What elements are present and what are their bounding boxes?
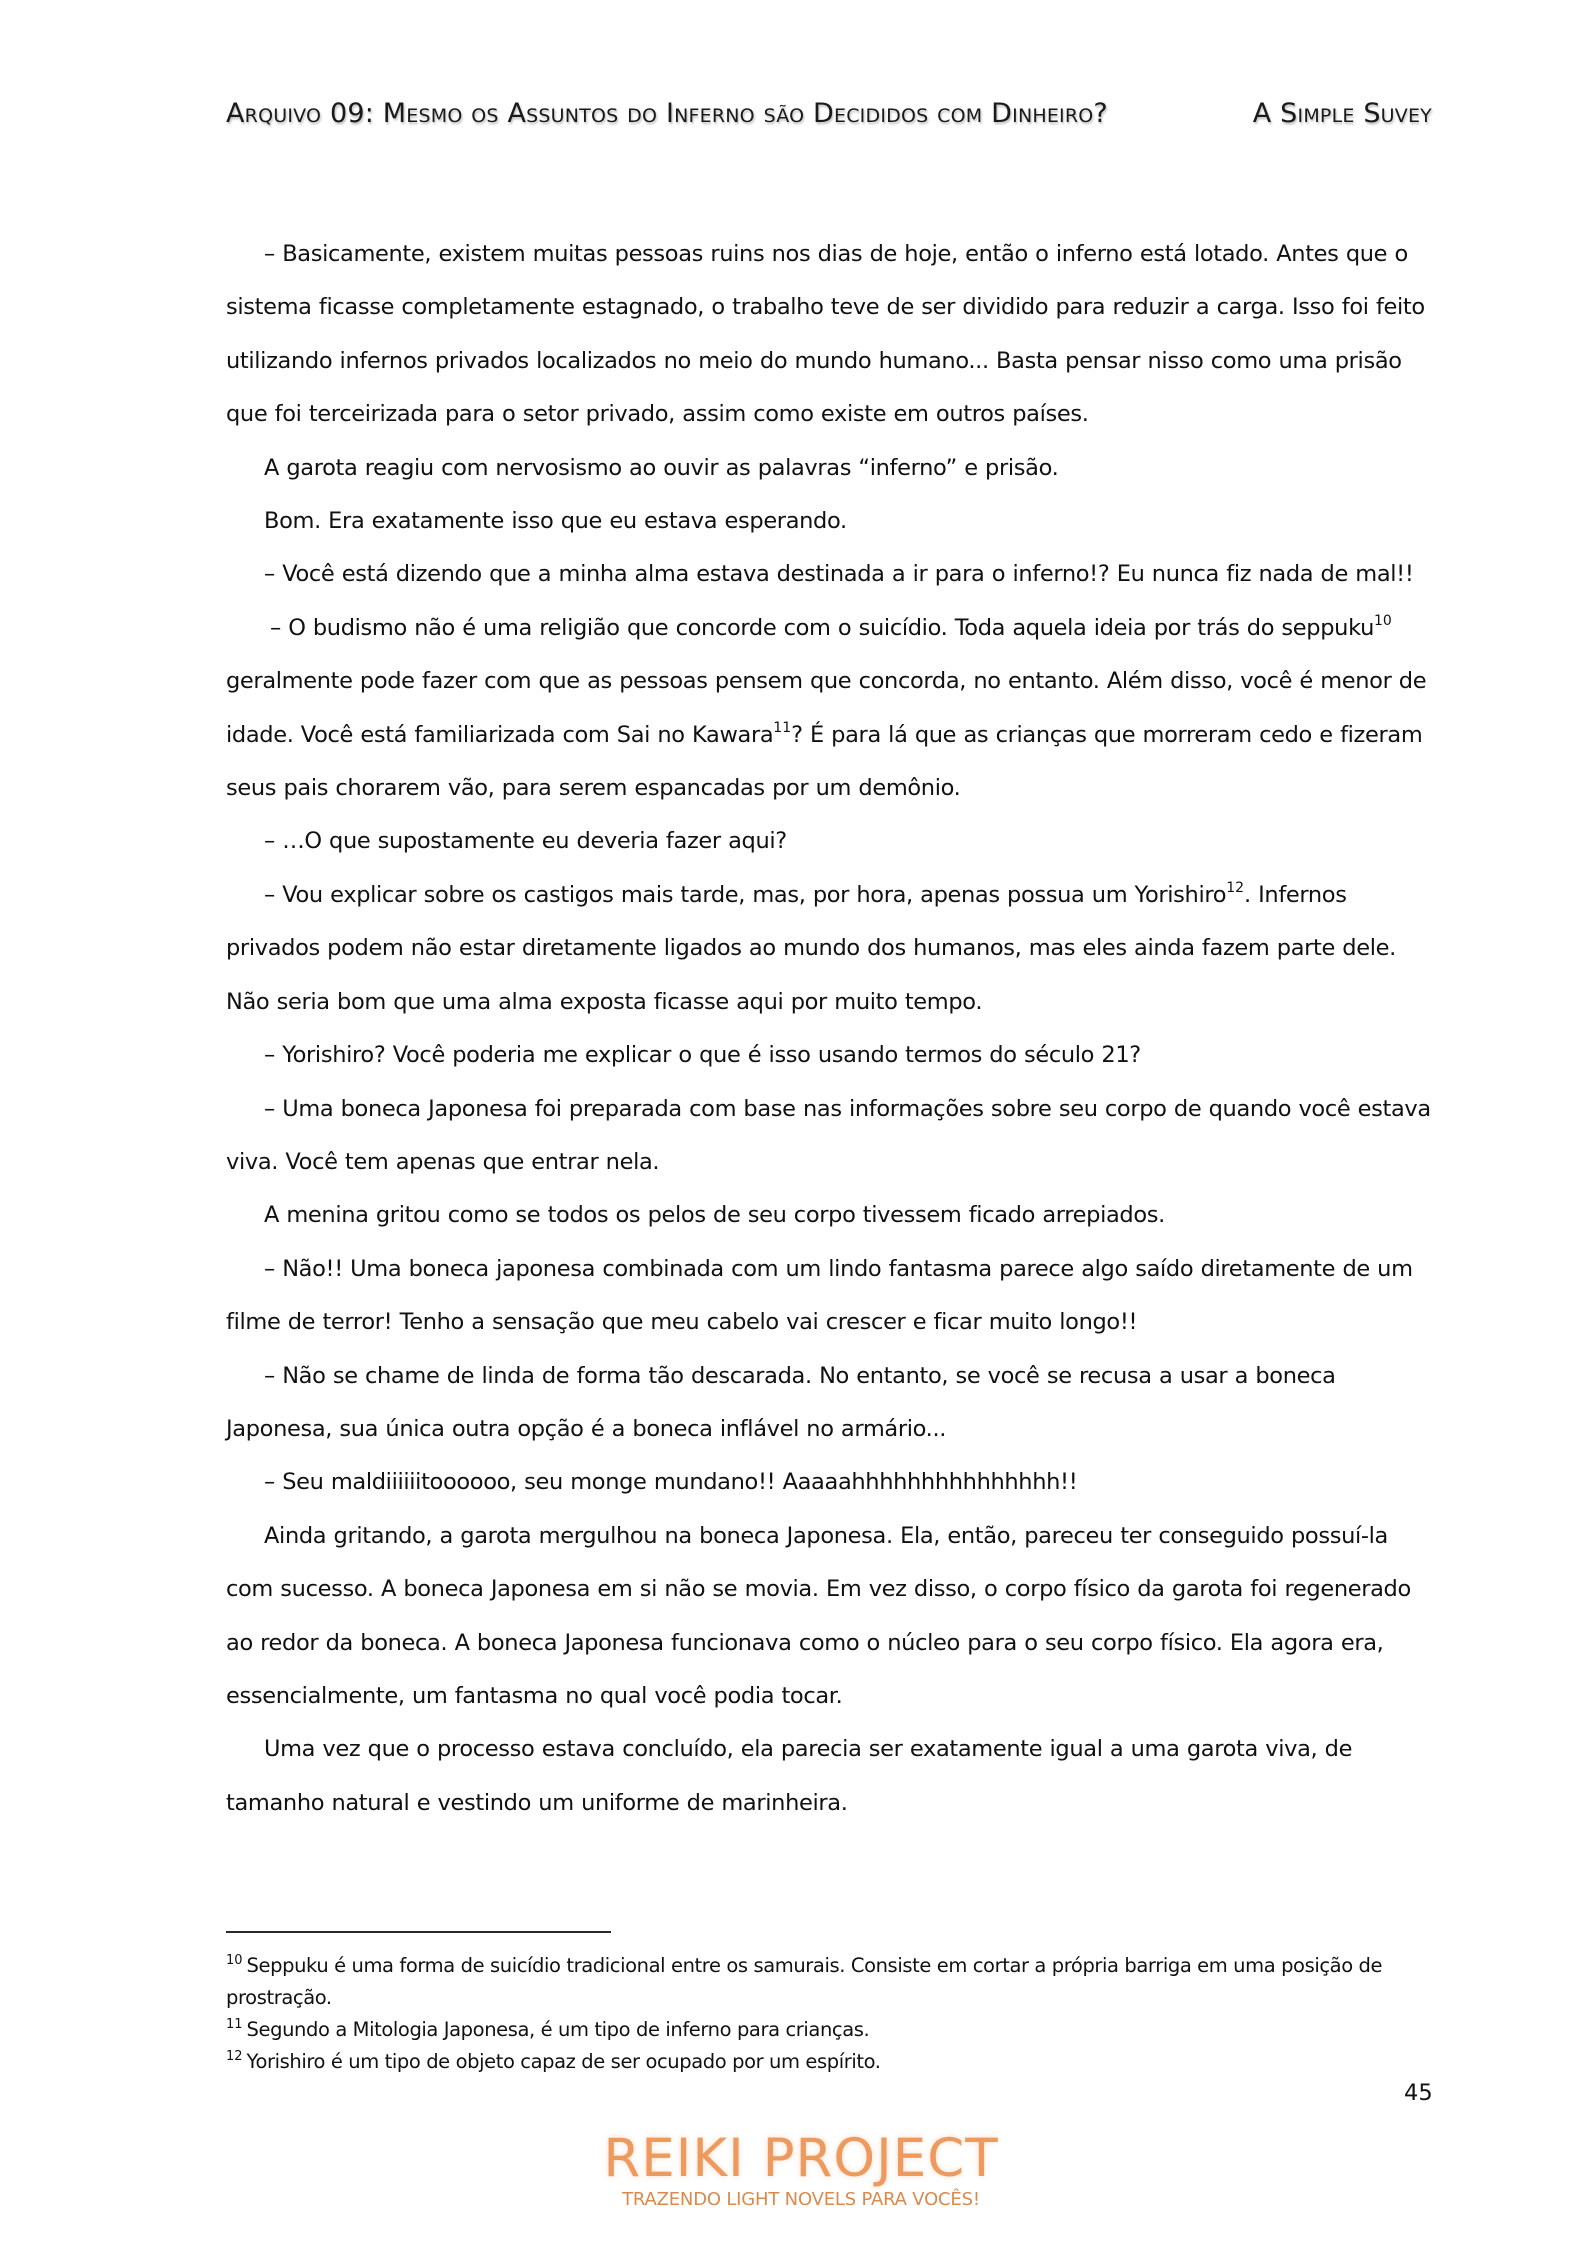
running-header — [226, 98, 1432, 129]
footnote-number: 10 — [226, 1953, 243, 1968]
footnote — [226, 1950, 1441, 2014]
paragraph: A menina gritou como se todos os pelos de seu corpo tivessem ficado arrepiados. — [264, 1202, 1165, 1229]
series-title: A Simple Suvey — [1252, 98, 1432, 129]
footnote-separator — [226, 1931, 611, 1933]
footnote-ref[interactable]: 12 — [1226, 879, 1245, 896]
paragraph: – …O que supostamente eu deveria fazer aqui? — [264, 828, 787, 855]
paragraph: Ainda gritando, a garota mergulhou na boneca Japonesa. Ela, então, pareceu ter conseguido possuí-la com sucesso. A boneca Japonesa em si não se movia. Em vez disso, o corpo físico da garota foi regenerado ao redor da boneca. A boneca Japonesa funcionava como o núcleo para o seu corpo físico. Ela agora era, essencialmente, um fantasma no qual você podia tocar. — [226, 1522, 1411, 1709]
footnote-number: 12 — [226, 2049, 243, 2064]
paragraph: A garota reagiu com nervosismo ao ouvir as palavras “inferno” e prisão. — [264, 454, 1059, 481]
body-text — [226, 228, 1436, 1830]
paragraph: – Seu maldiiiiiitoooooo, seu monge mundano!! Aaaaahhhhhhhhhhhhhhh!! — [264, 1469, 1078, 1496]
footnote — [226, 2046, 1441, 2078]
footnote-ref[interactable]: 10 — [1373, 612, 1392, 629]
footnote — [226, 2014, 1441, 2046]
paragraph: – Não se chame de linda de forma tão descarada. No entanto, se você se recusa a usar a boneca Japonesa, sua única outra opção é a boneca inflável no armário... — [226, 1362, 1336, 1442]
paragraph: – Yorishiro? Você poderia me explicar o que é isso usando termos do século 21? — [264, 1042, 1141, 1069]
paragraph: – Uma boneca Japonesa foi preparada com base nas informações sobre seu corpo de quando você estava viva. Você tem apenas que entrar nela. — [226, 1095, 1431, 1175]
paragraph: – O budismo não é uma religião que concorde com o suicídio. Toda aquela ideia por trás do seppuku$^{10}$ geralmente pode fazer com que as pessoas pensem que concorda, no entanto. Além disso, você é menor de idade. Você está familiarizada com Sai no Kawara$^{11}$? É para lá que as crianças que morreram cedo e fizeram seus pais chorarem vão, para serem espancadas por um demônio. — [226, 612, 1427, 802]
paragraph: Bom. Era exatamente isso que eu estava esperando. — [264, 508, 847, 535]
reiki-project-logo — [586, 2130, 1016, 2212]
page-number: 45 — [1404, 2080, 1433, 2106]
paragraph: – Você está dizendo que a minha alma estava destinada a ir para o inferno!? Eu nunca fiz nada de mal!! — [264, 561, 1414, 588]
logo-title: REIKI PROJECT — [603, 2128, 999, 2189]
paragraph: Uma vez que o processo estava concluído, ela parecia ser exatamente igual a uma garota viva, de tamanho natural e vestindo um uniforme de marinheira. — [226, 1736, 1353, 1816]
footnotes — [226, 1950, 1441, 2078]
footnote-text: Yorishiro é um tipo de objeto capaz de ser ocupado por um espírito. — [246, 2050, 881, 2073]
chapter-title: Arquivo 09: Mesmo os Assuntos do Inferno são Decididos com Dinheiro? — [226, 98, 1108, 129]
footnote-text: Segundo a Mitologia Japonesa, é um tipo de inferno para crianças. — [246, 2018, 870, 2041]
footnote-number: 11 — [226, 2017, 243, 2032]
footnote-ref[interactable]: 11 — [773, 719, 792, 736]
paragraph: – Vou explicar sobre os castigos mais tarde, mas, por hora, apenas possua um Yorishiro$^{12}$. Infernos privados podem não estar diretamente ligados ao mundo dos humanos, mas eles ainda fazem parte dele. Não seria bom que uma alma exposta ficasse aqui por muito tempo. — [226, 879, 1396, 1015]
logo-tagline: TRAZENDO LIGHT NOVELS PARA VOCÊS! — [622, 2189, 980, 2210]
paragraph: – Não!! Uma boneca japonesa combinada com um lindo fantasma parece algo saído diretamente de um filme de terror! Tenho a sensação que meu cabelo vai crescer e ficar muito longo!! — [226, 1255, 1413, 1336]
footnote-text: Seppuku é uma forma de suicídio tradicional entre os samurais. Consiste em cortar a própria barriga em uma posição de prostração. — [226, 1954, 1383, 2009]
paragraph: – Basicamente, existem muitas pessoas ruins nos dias de hoje, então o inferno está lotado. Antes que o sistema ficasse completamente estagnado, o trabalho teve de ser dividido para reduzir a carga. Isso foi feito utilizando infernos privados localizados no meio do mundo humano... Basta pensar nisso como uma prisão que foi terceirizada para o setor privado, assim como existe em outros países. — [226, 241, 1425, 428]
